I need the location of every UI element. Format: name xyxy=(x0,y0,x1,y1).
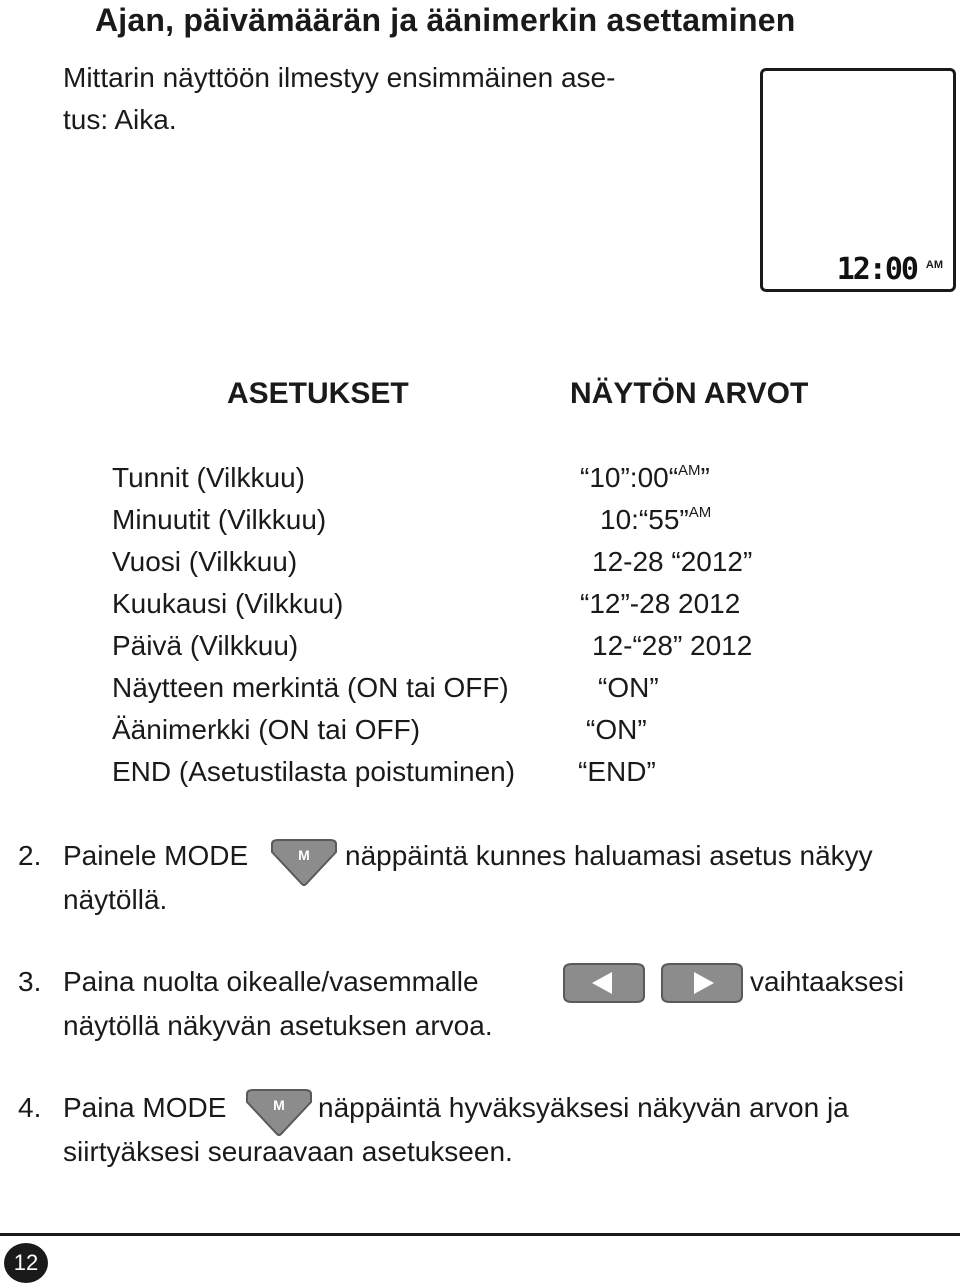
svg-text:M: M xyxy=(273,1097,285,1113)
intro-line-1: Mittarin näyttöön ilmestyy ensimmäinen ase- xyxy=(63,62,616,93)
step-2-line-2: näytöllä. xyxy=(63,884,168,915)
step-3-number: 3. xyxy=(18,966,42,997)
values-column-header: NÄYTÖN ARVOT xyxy=(570,377,809,410)
mode-key-icon xyxy=(243,1088,315,1136)
step-3-text-before: Paina nuolta oikealle/vasemmalle xyxy=(63,966,479,997)
table-row-value: “10”:00“$^{AM}$” xyxy=(580,462,710,493)
table-row-label: Äänimerkki (ON tai OFF) xyxy=(112,714,421,745)
step-2-number: 2. xyxy=(18,840,42,871)
page-number: 12 xyxy=(4,1243,48,1283)
settings-column-header: ASETUKSET xyxy=(227,377,409,410)
step-4-number: 4. xyxy=(18,1092,42,1123)
table-row-value: “12”-28 2012 xyxy=(580,588,741,619)
table-row-label: Kuukausi (Vilkkuu) xyxy=(112,588,344,619)
table-row-label: Vuosi (Vilkkuu) xyxy=(112,546,298,577)
lcd-ampm: AM xyxy=(925,259,943,271)
table-row-label: Päivä (Vilkkuu) xyxy=(112,630,299,661)
table-row-value: 10:“55”$^{AM}$ xyxy=(600,504,712,535)
footer-divider xyxy=(0,1233,960,1236)
table-row-value: 12-28 “2012” xyxy=(592,546,753,577)
table-row-value: “END” xyxy=(578,756,656,787)
step-4-line-2: siirtyäksesi seuraavaan asetukseen. xyxy=(63,1136,513,1167)
lcd-display xyxy=(760,68,956,292)
intro-line-2: tus: Aika. xyxy=(63,104,177,135)
table-row-value: “ON” xyxy=(598,672,659,703)
table-row-label: Tunnit (Vilkkuu) xyxy=(112,462,305,493)
table-row-label: Minuutit (Vilkkuu) xyxy=(112,504,327,535)
right-arrow-key-icon xyxy=(660,962,744,1004)
table-row-label: END (Asetustilasta poistuminen) xyxy=(112,756,516,787)
table-row-value: 12-“28” 2012 xyxy=(592,630,753,661)
step-4-text-before: Paina MODE xyxy=(63,1092,227,1123)
table-row-value: “ON” xyxy=(586,714,647,745)
step-4-text-after: näppäintä hyväksyäksesi näkyvän arvon ja xyxy=(318,1092,849,1123)
step-2-text-after: näppäintä kunnes haluamasi asetus näkyy xyxy=(345,840,873,871)
mode-key-icon xyxy=(268,838,340,886)
lcd-time: 12:00 xyxy=(836,252,917,287)
svg-text:M: M xyxy=(298,847,310,863)
step-2-text-before: Painele MODE xyxy=(63,840,249,871)
step-3-line-2: näytöllä näkyvän asetuksen arvoa. xyxy=(63,1010,493,1041)
table-row-label: Näytteen merkintä (ON tai OFF) xyxy=(112,672,509,703)
left-arrow-key-icon xyxy=(562,962,646,1004)
page-title: Ajan, päivämäärän ja äänimerkin asettaminen xyxy=(95,2,796,38)
step-3-text-after: vaihtaaksesi xyxy=(750,966,905,997)
